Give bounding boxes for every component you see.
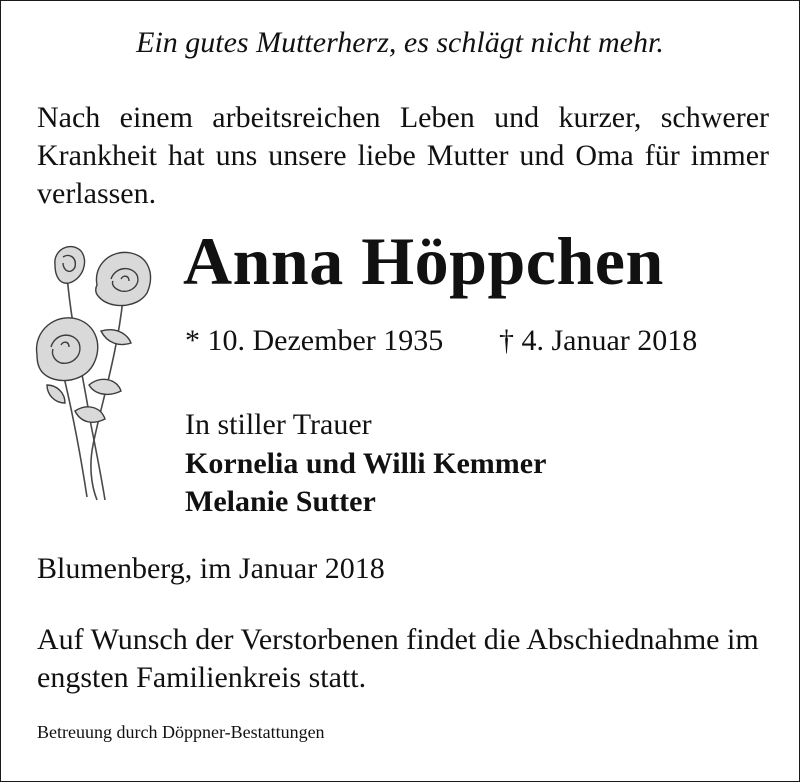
intro-text: Nach einem arbeitsreichen Leben und kurzer, schwerer Krankheit hat uns unsere liebe Mutter und Oma für immer verlassen. (37, 101, 769, 210)
farewell-note: Auf Wunsch der Verstorbenen findet die Abschiednahme im engsten Familienkreis statt. (37, 623, 759, 694)
place-date: Blumenberg, im Januar 2018 (37, 552, 385, 585)
roses-icon (31, 235, 171, 505)
motto: Ein gutes Mutterherz, es schlägt nicht mehr. (136, 26, 664, 59)
birth-date: * 10. Dezember 1935 (185, 324, 444, 357)
deceased-name: Anna Höppchen (183, 223, 664, 299)
mourner-name: Kornelia und Willi Kemmer (185, 447, 547, 480)
mourning-line: In stiller Trauer (185, 408, 372, 441)
life-dates (185, 323, 698, 359)
mourners-list (185, 445, 546, 521)
death-date: † 4. Januar 2018 (499, 324, 698, 357)
funeral-home-credit: Betreuung durch Döppner-Bestattungen (37, 722, 325, 742)
mourner-name: Melanie Sutter (185, 485, 376, 518)
